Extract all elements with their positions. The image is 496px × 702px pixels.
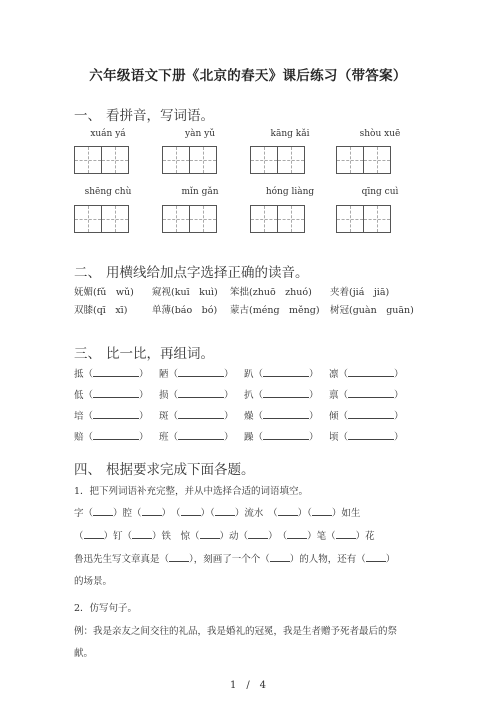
compare-answer-blank[interactable] bbox=[178, 430, 224, 440]
compare-item: 斑（ ） bbox=[159, 411, 234, 422]
pinyin-label: hóng liàng bbox=[265, 187, 315, 197]
compare-character: 培 bbox=[74, 411, 84, 422]
writing-cell[interactable] bbox=[162, 146, 190, 174]
compare-character: 陋 bbox=[159, 369, 169, 380]
compare-answer-blank[interactable] bbox=[263, 367, 309, 377]
compare-item: 顷（ ） bbox=[329, 432, 404, 443]
section-1-number: 一、 bbox=[74, 108, 101, 124]
compare-character: 赔 bbox=[74, 432, 84, 443]
writing-cell[interactable] bbox=[189, 146, 217, 174]
writing-cell[interactable] bbox=[101, 205, 129, 233]
writing-cell[interactable] bbox=[74, 146, 102, 174]
compare-item: 禀（ ） bbox=[329, 390, 404, 401]
writing-cell[interactable] bbox=[101, 146, 129, 174]
question-2: 2．仿写句子。 bbox=[74, 603, 138, 614]
answer-blank[interactable] bbox=[336, 529, 356, 539]
compare-item: 班（ ） bbox=[159, 432, 234, 443]
compare-answer-blank[interactable] bbox=[178, 409, 224, 419]
answer-blank[interactable] bbox=[132, 529, 152, 539]
compare-item: 损（ ） bbox=[159, 390, 234, 401]
compare-character: 班 bbox=[159, 432, 169, 443]
section-4-number: 四、 bbox=[74, 462, 101, 478]
section-4-text: 根据要求完成下面各题。 bbox=[106, 462, 255, 478]
pinyin-label: xuán yá bbox=[90, 129, 126, 139]
example-sentence-end: 献。 bbox=[74, 648, 94, 659]
compare-character: 躁 bbox=[244, 432, 254, 443]
answer-blank[interactable] bbox=[270, 552, 290, 562]
answer-blank[interactable] bbox=[93, 506, 113, 516]
compare-character: 抵 bbox=[74, 369, 84, 380]
compare-answer-blank[interactable] bbox=[348, 367, 394, 377]
compare-character: 顷 bbox=[329, 432, 339, 443]
reading-item: 窥视(kuī kuì) bbox=[152, 287, 218, 298]
compare-character: 损 bbox=[159, 390, 169, 401]
reading-item: 夹着(jiá jiā) bbox=[330, 287, 390, 298]
pinyin-label: kāng kǎi bbox=[270, 129, 310, 139]
writing-cell[interactable] bbox=[74, 205, 102, 233]
answer-blank[interactable] bbox=[366, 552, 386, 562]
compare-item: 凛（ ） bbox=[329, 369, 404, 380]
compare-character: 凛 bbox=[329, 369, 339, 380]
compare-answer-blank[interactable] bbox=[93, 409, 139, 419]
compare-answer-blank[interactable] bbox=[263, 409, 309, 419]
writing-cell[interactable] bbox=[277, 205, 305, 233]
pinyin-label: shēng chù bbox=[84, 187, 132, 197]
idiom-line-1: 字（ ）腔（ ） （ ）（ ）流水 （ ）（ ）如生 bbox=[74, 508, 361, 519]
answer-blank[interactable] bbox=[278, 506, 298, 516]
answer-blank[interactable] bbox=[215, 506, 235, 516]
idiom-line-2: （ ）钉（ ）铁 惊（ ）动（ ） （ ）笔（ ）花 bbox=[74, 531, 375, 542]
answer-blank[interactable] bbox=[142, 506, 162, 516]
section-2-heading bbox=[74, 261, 309, 281]
answer-blank[interactable] bbox=[84, 529, 104, 539]
compare-character: 禀 bbox=[329, 390, 339, 401]
reading-item: 单薄(báo bó) bbox=[152, 305, 218, 316]
page-number: 1 / 4 bbox=[229, 680, 267, 691]
writing-cell[interactable] bbox=[363, 146, 391, 174]
compare-character: 斑 bbox=[159, 411, 169, 422]
section-1-text: 看拼音，写词语。 bbox=[106, 108, 214, 124]
writing-cell[interactable] bbox=[336, 146, 364, 174]
pinyin-label: mǐn gǎn bbox=[181, 187, 219, 197]
question-1: 1．把下列词语补充完整，并从中选择合适的词语填空。 bbox=[74, 486, 309, 497]
fill-sentence-end: 的场景。 bbox=[74, 576, 113, 587]
writing-cell[interactable] bbox=[336, 205, 364, 233]
reading-item: 树冠(guàn guān) bbox=[330, 305, 414, 316]
reading-item: 笨拙(zhuō zhuó) bbox=[230, 287, 312, 298]
example-sentence: 例：我是亲友之间交往的礼品，我是婚礼的冠冕，我是生者赠予死者最后的祭 bbox=[74, 626, 398, 637]
compare-answer-blank[interactable] bbox=[263, 388, 309, 398]
answer-blank[interactable] bbox=[200, 529, 220, 539]
compare-character: 扒 bbox=[244, 390, 254, 401]
answer-blank[interactable] bbox=[312, 506, 332, 516]
compare-answer-blank[interactable] bbox=[93, 367, 139, 377]
answer-blank[interactable] bbox=[169, 552, 189, 562]
compare-item: 趴（ ） bbox=[244, 369, 319, 380]
compare-item: 抵（ ） bbox=[74, 369, 149, 380]
pinyin-label: qīng cuì bbox=[361, 187, 399, 197]
compare-answer-blank[interactable] bbox=[178, 367, 224, 377]
compare-answer-blank[interactable] bbox=[93, 430, 139, 440]
answer-blank[interactable] bbox=[181, 506, 201, 516]
compare-character: 倾 bbox=[329, 411, 339, 422]
compare-item: 赔（ ） bbox=[74, 432, 149, 443]
document-title: 六年级语文下册《北京的春天》课后练习（带答案） bbox=[89, 68, 407, 84]
compare-answer-blank[interactable] bbox=[348, 388, 394, 398]
writing-cell[interactable] bbox=[189, 205, 217, 233]
compare-item: 低（ ） bbox=[74, 390, 149, 401]
compare-item: 倾（ ） bbox=[329, 411, 404, 422]
section-2-text: 用横线给加点字选择正确的读音。 bbox=[106, 265, 309, 281]
section-4-heading bbox=[74, 458, 255, 478]
writing-cell[interactable] bbox=[277, 146, 305, 174]
pinyin-label: shòu xuē bbox=[359, 129, 401, 139]
reading-item: 妩媚(fǔ wǔ) bbox=[74, 287, 134, 298]
compare-answer-blank[interactable] bbox=[348, 409, 394, 419]
writing-cell[interactable] bbox=[250, 146, 278, 174]
section-3-number: 三、 bbox=[74, 346, 101, 362]
compare-character: 燥 bbox=[244, 411, 254, 422]
section-2-number: 二、 bbox=[74, 265, 101, 281]
section-1-heading bbox=[74, 104, 214, 124]
compare-answer-blank[interactable] bbox=[263, 430, 309, 440]
compare-character: 低 bbox=[74, 390, 84, 401]
section-3-text: 比一比，再组词。 bbox=[106, 346, 214, 362]
compare-item: 培（ ） bbox=[74, 411, 149, 422]
compare-item: 扒（ ） bbox=[244, 390, 319, 401]
reading-item: 双膝(qī xī) bbox=[74, 305, 128, 316]
reading-item: 蒙古(méng měng) bbox=[230, 305, 320, 316]
section-3-heading bbox=[74, 342, 214, 362]
pinyin-label: yàn yǔ bbox=[185, 129, 215, 139]
compare-character: 趴 bbox=[244, 369, 254, 380]
fill-sentence: 鲁迅先生写文章真是（ ），刻画了一个个（ ）的人物，还有（ ） bbox=[74, 554, 396, 565]
writing-cell[interactable] bbox=[363, 205, 391, 233]
compare-item: 陋（ ） bbox=[159, 369, 234, 380]
writing-cell[interactable] bbox=[162, 205, 190, 233]
writing-cell[interactable] bbox=[250, 205, 278, 233]
compare-answer-blank[interactable] bbox=[348, 430, 394, 440]
compare-answer-blank[interactable] bbox=[178, 388, 224, 398]
answer-blank[interactable] bbox=[287, 529, 307, 539]
answer-blank[interactable] bbox=[248, 529, 268, 539]
compare-item: 躁（ ） bbox=[244, 432, 319, 443]
compare-answer-blank[interactable] bbox=[93, 388, 139, 398]
compare-item: 燥（ ） bbox=[244, 411, 319, 422]
